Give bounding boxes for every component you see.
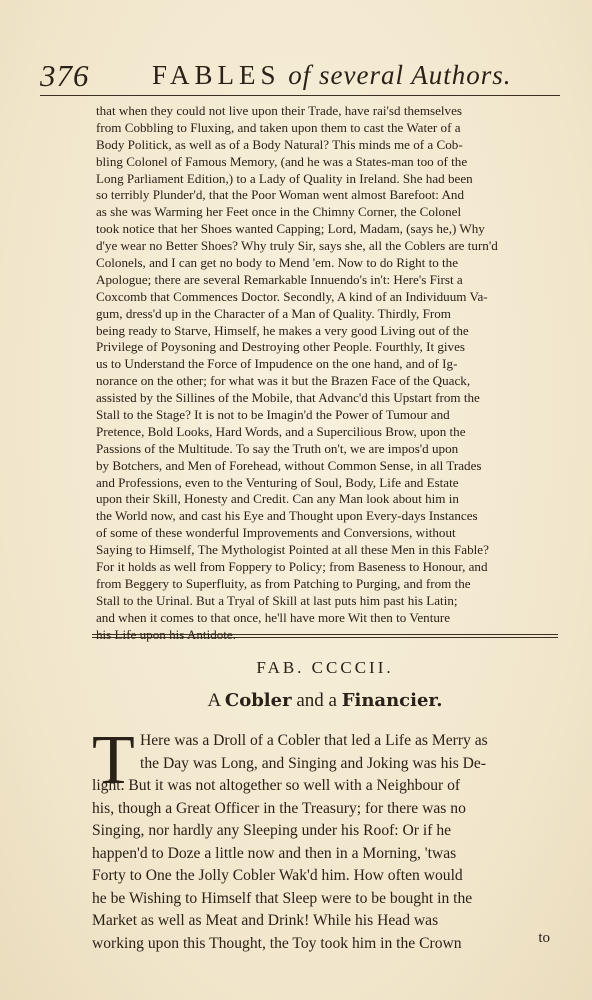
text-line: Saying to Himself, The Mythologist Pointed at all these Men in this Fable?	[96, 542, 489, 558]
text-line: light. But it was not altogether so well with a Neighbour of	[92, 777, 461, 794]
fable-title-and: and a	[291, 690, 342, 711]
text-line: Pretence, Bold Looks, Hard Words, and a Supercilious Brow, upon the	[96, 423, 466, 439]
text-line: Colonels, and I can get no body to Mend 'em. Now to do Right to the	[96, 255, 459, 271]
text-line: from Beggery to Superfluity, as from Patching to Purging, and from the	[96, 575, 471, 591]
text-line: Long Parliament Edition,) to a Lady of Quality in Ireland. She had been	[96, 170, 473, 186]
text-line: that when they could not live upon their Trade, have rai'sd themselves	[96, 103, 462, 118]
text-line: Body Politick, as well as of a Body Natural? This minds me of a Cob-	[96, 136, 463, 152]
fable-title-cobler: Cobler	[224, 690, 292, 711]
running-title-caps: FABLES	[152, 60, 281, 90]
text-line: from Cobbling to Fluxing, and taken upon them to cast the Water of a	[96, 119, 461, 135]
text-line: Coxcomb that Commences Doctor. Secondly, A kind of an Individuum Va-	[96, 288, 488, 304]
section-rule-upper	[92, 634, 558, 635]
text-line: gum, dress'd up in the Character of a Man of Quality. Thirdly, From	[96, 305, 451, 321]
text-line: Stall to the Urinal. But a Tryal of Skill at last puts him past his Latin;	[96, 592, 458, 608]
text-line: happen'd to Doze a little now and then in a Morning, 'twas	[92, 844, 457, 862]
text-line: Here was a Droll of a Cobler that led a Life as Merry as	[140, 732, 488, 749]
text-line: d'ye wear no Better Shoes? Why truly Sir, says she, all the Coblers are turn'd	[96, 238, 498, 254]
text-line: his, though a Great Officer in the Treasury; for there was no	[92, 799, 466, 817]
text-line: he be Wishing to Himself that Sleep were to be bought in the	[92, 889, 473, 907]
fable-number-heading: FAB. CCCCII.	[256, 658, 394, 677]
catchword: to	[538, 930, 550, 946]
text-line: bling Colonel of Famous Memory, (and he was a States-man too of the	[96, 153, 468, 169]
text-line: took notice that her Shoes wanted Capping; Lord, Madam, (says he,) Why	[96, 221, 485, 237]
reflection-text	[96, 103, 558, 644]
text-line: being ready to Starve, Himself, he makes a very good Living out of the	[96, 322, 469, 338]
text-line: Apologue; there are several Remarkable Innuendo's in't: Here's First a	[96, 271, 463, 287]
text-line: upon their Skill, Honesty and Credit. Can any Man look about him in	[96, 491, 459, 507]
text-line: as she was Warming her Feet once in the Chimny Corner, the Colonel	[96, 204, 462, 220]
text-line: norance on the other; for what was it but the Brazen Face of the Quack,	[96, 373, 471, 389]
running-title-rest: of several Authors.	[280, 60, 512, 90]
text-line: working upon this Thought, the Toy took him in the Crown	[92, 934, 462, 952]
text-line: Privilege of Poysoning and Destroying other People. Fourthly, It gives	[96, 339, 466, 355]
fable-text	[92, 722, 558, 955]
text-line: Market as well as Meat and Drink! While his Head was	[92, 912, 439, 929]
text-line: his Life upon his Antidote.	[96, 626, 237, 642]
fable-title-financier: Financier.	[341, 690, 443, 711]
text-line: by Botchers, and Men of Forehead, without Common Sense, in all Trades	[96, 457, 482, 473]
text-line: For it holds as well from Foppery to Policy; from Baseness to Honour, and	[96, 559, 488, 575]
text-line: Stall to the Stage? It is not to be Imagin'd the Power of Tumour and	[96, 407, 450, 423]
fable-title-a: A	[207, 690, 225, 711]
header-rule	[40, 95, 560, 96]
text-line: Passions of the Multitude. To say the Truth on't, we are impos'd upon	[96, 440, 459, 456]
text-line: Forty to One the Jolly Cobler Wak'd him. How often would	[92, 867, 463, 884]
drop-cap: T	[92, 722, 135, 799]
text-line: Singing, nor hardly any Sleeping under his Roof: Or if he	[92, 822, 452, 839]
text-line: the World now, and cast his Eye and Thought upon Every-days Instances	[96, 508, 478, 524]
text-line: assisted by the Sillines of the Mobile, that Advanc'd this Upstart from the	[96, 390, 480, 406]
page-number: 376	[40, 58, 90, 93]
running-header	[40, 58, 560, 98]
text-line: us to Understand the Force of Impudence on the one hand, and of Ig-	[96, 356, 458, 372]
text-line: and when it comes to that once, he'll have more Wit then to Venture	[96, 609, 451, 625]
text-line: and Professions, even to the Venturing of Soul, Body, Life and Estate	[96, 474, 459, 490]
text-line: the Day was Long, and Singing and Joking was his De-	[140, 754, 487, 772]
text-line: so terribly Plunder'd, that the Poor Woman went almost Barefoot: And	[96, 187, 464, 203]
text-line: of some of these wonderful Improvements and Conversions, without	[96, 525, 456, 541]
fable-title	[92, 690, 558, 712]
running-title	[152, 60, 512, 91]
section-rule-lower	[92, 637, 558, 638]
